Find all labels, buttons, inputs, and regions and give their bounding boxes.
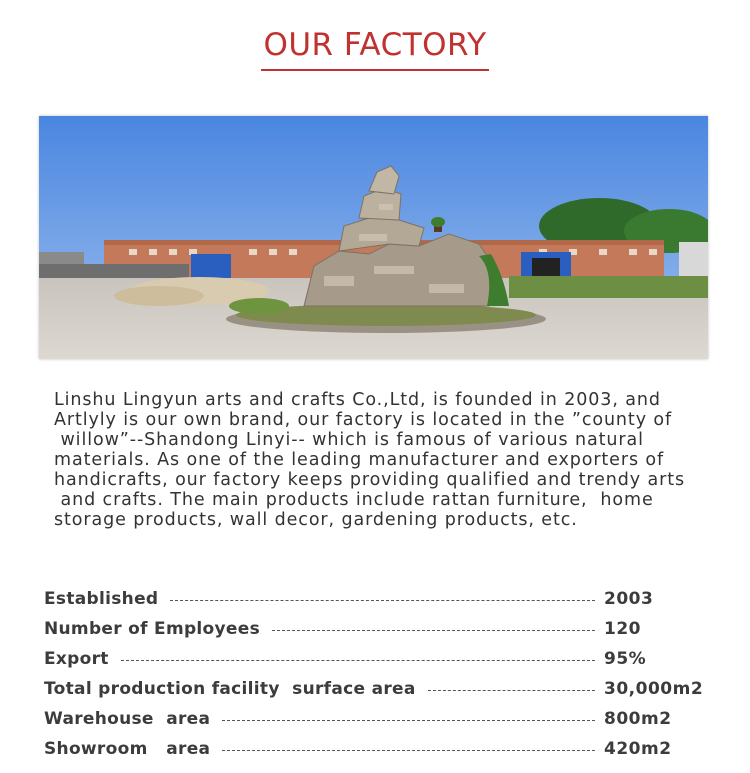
fact-value: 800m2 [604,709,672,729]
dotted-leader [222,750,595,751]
description-line: Linshu Lingyun arts and crafts Co.,Ltd, is founded in 2003, and [54,390,661,410]
description-line: storage products, wall decor, gardening products, etc. [54,510,578,530]
fact-label: Warehouse area [44,709,211,729]
fact-row-warehouse-area [44,708,704,730]
fact-row-showroom-area [44,738,704,760]
fact-row-facility-area [44,678,704,700]
dotted-leader [428,690,595,691]
fact-row-established [44,588,704,610]
fact-value: 95% [604,649,647,669]
fact-value: 30,000m2 [604,679,704,699]
fact-value: 2003 [604,589,654,609]
description-line: Artlyly is our own brand, our factory is located in the ”county of [54,410,673,430]
description-line: and crafts. The main products include rattan furniture, home [54,490,654,510]
description-line: willow”--Shandong Linyi-- which is famous of various natural [54,430,644,450]
fact-value: 420m2 [604,739,672,759]
description-line: handicrafts, our factory keeps providing qualified and trendy arts [54,470,685,490]
fact-label: Export [44,649,109,669]
fact-label: Number of Employees [44,619,261,639]
page-header [0,28,750,71]
description-line: materials. As one of the leading manufacturer and exporters of [54,450,665,470]
fact-label: Showroom area [44,739,211,759]
dotted-leader [121,660,595,661]
fact-row-employees [44,618,704,640]
dotted-leader [222,720,595,721]
fact-label: Established [44,589,159,609]
dotted-leader [170,600,595,601]
fact-label: Total production facility surface area [44,679,416,699]
factory-photo [39,116,708,359]
fact-value: 120 [604,619,641,639]
dotted-leader [272,630,595,631]
company-description [54,390,714,530]
fact-row-export [44,648,704,670]
page-title: OUR FACTORY [261,28,488,71]
